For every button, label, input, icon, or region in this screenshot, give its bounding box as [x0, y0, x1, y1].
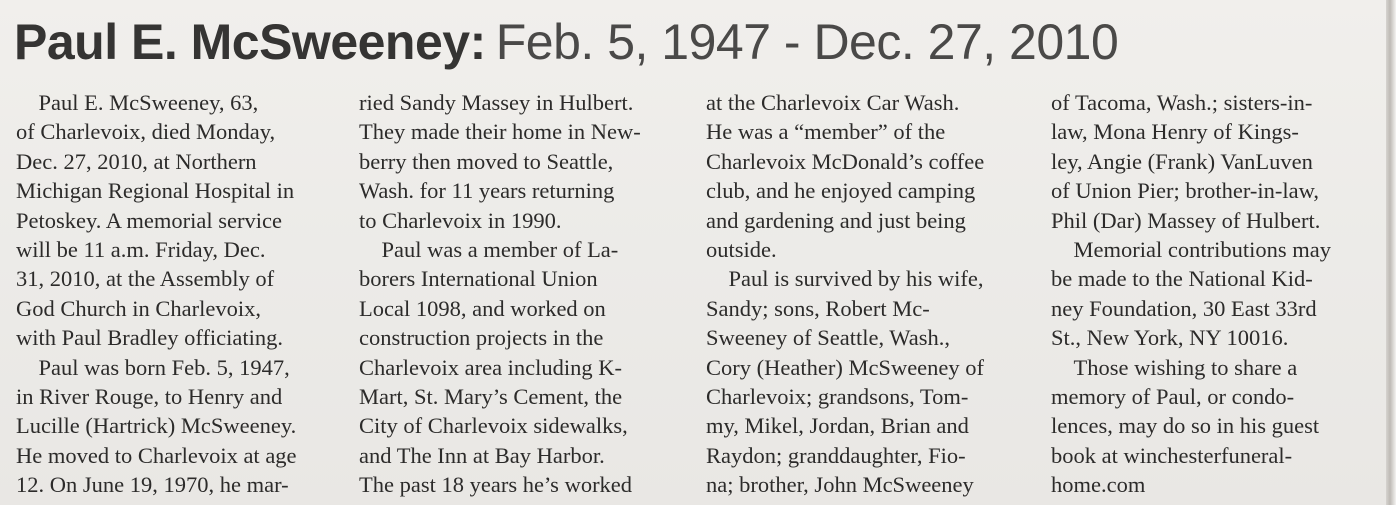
article-line: club, and he enjoyed camping — [706, 178, 976, 204]
article-line: Mart, St. Mary’s Cement, the — [359, 384, 623, 410]
article-line: Memorial contributions may — [1051, 237, 1331, 263]
article-line: will be 11 a.m. Friday, Dec. — [16, 237, 266, 263]
article-line: construction projects in the — [359, 325, 604, 351]
article-line: ley, Angie (Frank) VanLuven — [1051, 148, 1313, 174]
article-line: of Tacoma, Wash.; sisters-in- — [1051, 90, 1313, 115]
page-edge — [1386, 0, 1396, 505]
article-line: Sandy; sons, Robert Mc- — [706, 295, 930, 321]
article-line: home.com — [1051, 472, 1146, 498]
article-line: Local 1098, and worked on — [359, 295, 606, 321]
article-column-3 — [706, 88, 1016, 500]
article-line: berry then moved to Seattle, — [359, 148, 614, 174]
article-column-2 — [359, 88, 669, 500]
article-line: 31, 2010, at the Assembly of — [16, 266, 275, 292]
article-line: Sweeney of Seattle, Wash., — [706, 325, 950, 351]
article-line: be made to the National Kid- — [1051, 266, 1313, 292]
article-line: in River Rouge, to Henry and — [16, 384, 283, 410]
article-line: Lucille (Hartrick) McSweeney. — [16, 413, 297, 439]
article-line: Charlevoix McDonald’s coffee — [706, 148, 985, 174]
article-line: Paul is survived by his wife, — [706, 266, 984, 292]
article-line: Charlevoix; grandsons, Tom- — [706, 384, 969, 410]
article-line: City of Charlevoix sidewalks, — [359, 413, 628, 439]
article-line: of Union Pier; brother-in-law, — [1051, 178, 1320, 204]
article-line: Wash. for 11 years returning — [359, 178, 615, 204]
article-line: na; brother, John McSweeney — [706, 472, 974, 498]
article-line: memory of Paul, or condo- — [1051, 384, 1295, 410]
article-line: outside. — [706, 237, 777, 263]
article-line: Those wishing to share a — [1051, 354, 1298, 380]
article-line: Michigan Regional Hospital in — [16, 178, 295, 204]
article-column-1 — [16, 88, 326, 500]
headline-name: Paul E. McSweeney: — [14, 14, 486, 70]
article-line: Dec. 27, 2010, at Northern — [16, 148, 257, 174]
article-line: God Church in Charlevoix, — [16, 295, 261, 321]
article-line: Charlevoix area including K- — [359, 354, 623, 380]
article-line: borers International Union — [359, 266, 598, 292]
headline-dates: Feb. 5, 1947 - Dec. 27, 2010 — [495, 14, 1119, 70]
article-line: He moved to Charlevoix at age — [16, 442, 297, 468]
obituary-headline — [14, 8, 1118, 76]
article-column-4 — [1051, 88, 1361, 500]
article-line: Paul E. McSweeney, 63, — [16, 90, 259, 115]
article-line: Petoskey. A memorial service — [16, 207, 282, 233]
article-line: St., New York, NY 10016. — [1051, 325, 1289, 351]
article-line: lences, may do so in his guest — [1051, 413, 1320, 439]
article-line: Cory (Heather) McSweeney of — [706, 354, 985, 380]
article-line: at the Charlevoix Car Wash. — [706, 90, 960, 115]
article-line: of Charlevoix, died Monday, — [16, 119, 276, 145]
article-line: Paul was a member of La- — [359, 237, 619, 263]
article-line: and The Inn at Bay Harbor. — [359, 442, 605, 468]
article-line: book at winchesterfuneral- — [1051, 442, 1293, 468]
article-line: They made their home in New- — [359, 119, 641, 145]
article-line: ried Sandy Massey in Hulbert. — [359, 90, 634, 115]
article-line: with Paul Bradley officiating. — [16, 325, 284, 351]
article-line: and gardening and just being — [706, 207, 966, 233]
article-line: Phil (Dar) Massey of Hulbert. — [1051, 207, 1321, 233]
article-line: my, Mikel, Jordan, Brian and — [706, 413, 969, 439]
article-line: The past 18 years he’s worked — [359, 472, 633, 498]
article-line: Raydon; granddaughter, Fio- — [706, 442, 966, 468]
article-line: He was a “member” of the — [706, 119, 946, 145]
article-line: Paul was born Feb. 5, 1947, — [16, 354, 290, 380]
article-line: law, Mona Henry of Kings- — [1051, 119, 1299, 145]
article-line: ney Foundation, 30 East 33rd — [1051, 295, 1317, 321]
article-line: 12. On June 19, 1970, he mar- — [16, 472, 289, 498]
article-line: to Charlevoix in 1990. — [359, 207, 562, 233]
